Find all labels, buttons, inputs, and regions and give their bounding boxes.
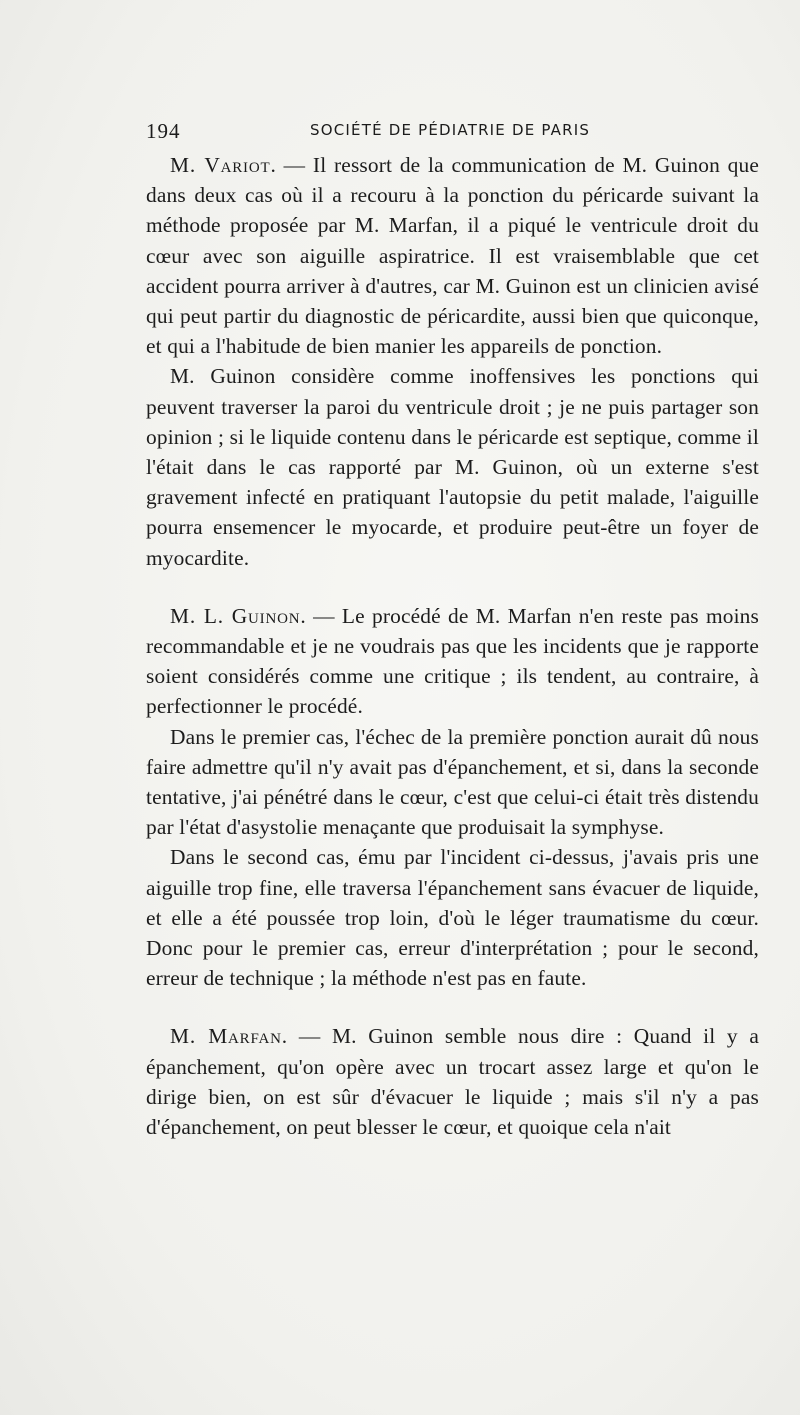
paragraph-marfan (146, 1021, 759, 1142)
paragraph (146, 722, 759, 843)
paragraph-text: M. Guinon considère comme inoffensives les ponctions qui peuvent traverser la paroi du ventricule droit ; je ne puis partager son opinion ; si le liquide contenu dans le péricarde est septique, comme il l'était dans le cas rapporté par M. Guinon, où un externe s'est gravement infecté en pratiquant l'autopsie du petit malade, l'aiguille pourra ensemencer le myocarde, et produire peut-être un foyer de myocardite. (146, 364, 759, 570)
speaker-prefix: M. (170, 153, 205, 177)
paragraph-text: Dans le second cas, ému par l'incident ci-dessus, j'avais pris une aiguille trop fine, elle traversa l'épanchement sans évacuer de liquide, et elle a été poussée trop loin, d'où le léger traumatisme du cœur. Donc pour le premier cas, erreur d'interprétation ; pour le second, erreur de technique ; la méthode n'est pas en faute. (146, 845, 759, 991)
body-text (146, 150, 759, 1142)
speaker-prefix: M. L. (170, 603, 232, 628)
paragraph-text: . — Il ressort de la communication de M. Guinon que dans deux cas où il a recouru à la ponction du péricarde suivant la méthode proposée par M. Marfan, il a piqué le ventricule droit du cœur avec son aiguille aspiratrice. Il est vraisemblable que cet accident pourra arriver à d'autres, car M. Guinon est un clinicien avisé qui peut partir du diagnostic de péricardite, aussi bien que quiconque, et qui a l'habitude de bien manier les appareils de ponction. (146, 153, 760, 359)
paragraph-text: . — Le procédé de M. Marfan n'en reste pas moins recommandable et je ne voudrais pas que les incidents que je rapporte soient considérés comme une critique ; ils tendent, au contraire, à perfectionner le procédé. (146, 603, 760, 719)
paragraph-text: . — M. Guinon semble nous dire : Quand il y a épanchement, qu'on opère avec un trocart assez large et qu'on le dirige bien, on est sûr d'évacuer le liquide ; mais s'il n'y a pas d'épanchement, on peut blesser le cœur, et quoique cela n'ait (146, 1024, 759, 1140)
speaker-name-variot: Variot (204, 153, 271, 177)
paragraph (146, 361, 759, 572)
paragraph (146, 842, 759, 993)
speaker-prefix: M. (170, 1024, 209, 1049)
page-number: 194 (146, 119, 181, 143)
paragraph-guinon (146, 601, 759, 722)
page-header (146, 119, 766, 143)
paragraph-text: Dans le premier cas, l'échec de la première ponction aurait dû nous faire admettre qu'il n'y avait pas d'épanchement, et si, dans la seconde tentative, j'ai pénétré dans le cœur, c'est que celui-ci était très distendu par l'état d'asystolie menaçante que produisait la symphyse. (146, 724, 759, 840)
paragraph-variot (146, 150, 759, 361)
speaker-name-marfan: Marfan (208, 1024, 282, 1049)
running-title: SOCIÉTÉ DE PÉDIATRIE DE PARIS (310, 121, 591, 139)
speaker-name-guinon: Guinon (231, 603, 301, 628)
